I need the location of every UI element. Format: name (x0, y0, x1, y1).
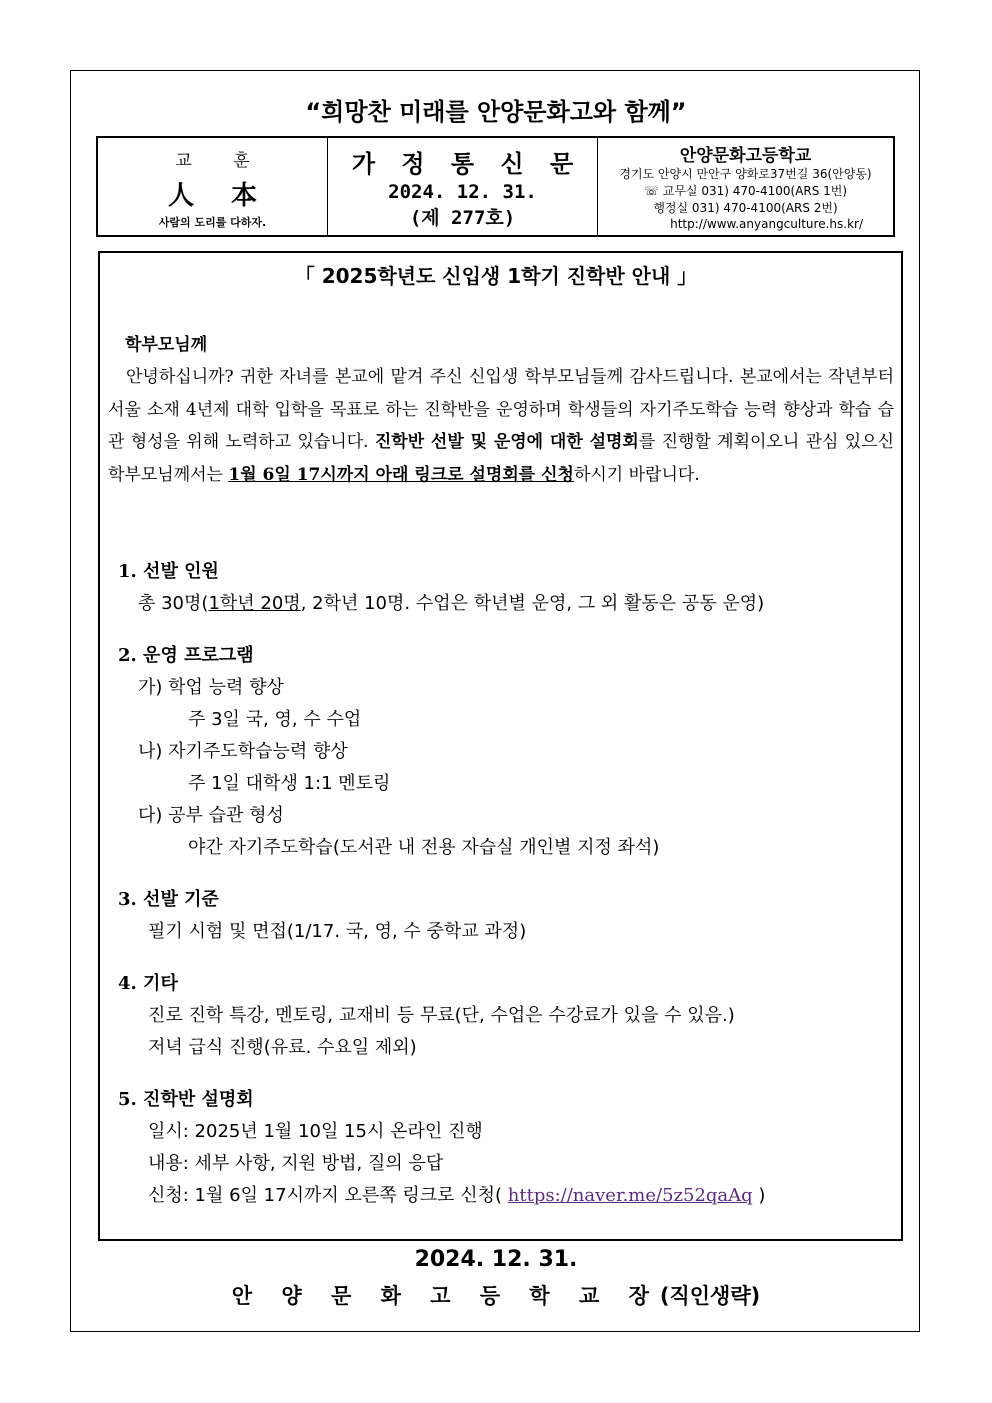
section-3-title: 3. 선발 기준 (118, 889, 219, 910)
notice-title: 「 2025학년도 신입생 1학기 진학반 안내 」 (294, 264, 698, 288)
s5-apply-pre: 신청: 1월 6일 17시까지 오른쪽 링크로 신청( (148, 1185, 508, 1206)
s1-post: , 2학년 10명. 수업은 학년별 운영, 그 외 활동은 공동 운영) (300, 593, 765, 614)
section-5-line-2: 내용: 세부 사항, 지원 방법, 질의 응답 (148, 1153, 444, 1174)
section-1-title: 1. 선발 인원 (118, 561, 219, 582)
section-4-line-2: 저녁 급식 진행(유료. 수요일 제외) (148, 1037, 417, 1058)
newsletter-title-cell (328, 138, 598, 235)
s5-apply-post: ) (752, 1185, 766, 1206)
motto-cell (98, 138, 328, 235)
school-url[interactable]: http://www.anyangculture.hs.kr/ (670, 217, 863, 231)
school-phone-office: ☏ 교무실 031) 470-4100(ARS 1번) (643, 184, 848, 198)
section-5-line-3 (148, 1181, 765, 1207)
motto-subtitle: 사람의 도리를 다하자. (158, 216, 267, 229)
intro-bold-2: 1월 6일 17시까지 아래 링크로 설명회를 신청 (228, 464, 574, 485)
apply-link[interactable]: https://naver.me/5z52qaAq (507, 1185, 753, 1206)
school-name: 안양문화고등학교 (679, 146, 812, 166)
newsletter-issue: (제 277호) (409, 207, 516, 229)
intro-paragraph (108, 361, 894, 491)
section-5-line-1: 일시: 2025년 1월 10일 15시 온라인 진행 (148, 1121, 483, 1142)
intro-text-3: 하시기 바랍니다. (573, 464, 700, 485)
footer-date: 2024. 12. 31. (414, 1247, 578, 1272)
seal-note: (직인생략) (659, 1284, 761, 1308)
section-2-item-b: 나) 자기주도학습능력 향상 (138, 741, 348, 762)
motto: 人 本 (167, 181, 272, 211)
newsletter-title: 가 정 통 신 문 (351, 150, 583, 178)
school-info-cell (598, 138, 893, 235)
section-1-line (138, 589, 764, 615)
intro-text-2: 를 진행할 계획이오니 관심 있으신 학부모님께서는 (108, 432, 894, 485)
section-4-line-1: 진로 진학 특강, 멘토링, 교재비 등 무료(단, 수업은 수강료가 있을 수 있음.) (148, 1005, 735, 1026)
principal-title: 안 양 문 화 고 등 학 교 장 (231, 1284, 660, 1308)
motto-label: 교 훈 (175, 151, 268, 171)
section-2-item-a: 가) 학업 능력 향상 (138, 677, 284, 698)
section-4-title: 4. 기타 (118, 973, 178, 994)
section-2-title: 2. 운영 프로그램 (118, 645, 254, 666)
school-slogan: “희망찬 미래를 안양문화고와 함께” (305, 98, 687, 126)
school-address: 경기도 안양시 만안구 양화로37번길 36(안양동) (619, 167, 872, 181)
s1-underlined: 1학년 20명 (208, 593, 301, 614)
greeting: 학부모님께 (125, 335, 208, 355)
s1-pre: 총 30명( (138, 593, 209, 614)
section-5-title: 5. 진학반 설명회 (118, 1089, 254, 1110)
section-2-item-b-detail: 주 1일 대학생 1:1 멘토링 (188, 773, 391, 794)
footer-signature (0, 1280, 992, 1310)
newsletter-header (96, 136, 895, 237)
intro-text-1: 안녕하십니까? 귀한 자녀를 본교에 맡겨 주신 신입생 학부모님들께 감사드립니다. 본교에서는 작년부터 서울 소재 4년제 대학 입학을 목표로 하는 진학반을 운영하며 학생들의 자기주도학습 능력 향상과 학습 습관 형성을 위해 노력하고 있습니다. (108, 367, 894, 452)
intro-bold-1: 진학반 선발 및 운영에 대한 설명회 (374, 432, 639, 452)
section-3-line: 필기 시험 및 면접(1/17. 국, 영, 수 중학교 과정) (148, 921, 527, 942)
section-2-item-c-detail: 야간 자기주도학습(도서관 내 전용 자습실 개인별 지정 좌석) (188, 837, 660, 858)
section-2-item-a-detail: 주 3일 국, 영, 수 수업 (188, 709, 362, 730)
school-phone-admin: 행정실 031) 470-4100(ARS 2번) (653, 201, 838, 215)
newsletter-date: 2024. 12. 31. (388, 181, 537, 203)
section-2-item-c: 다) 공부 습관 형성 (138, 805, 284, 826)
